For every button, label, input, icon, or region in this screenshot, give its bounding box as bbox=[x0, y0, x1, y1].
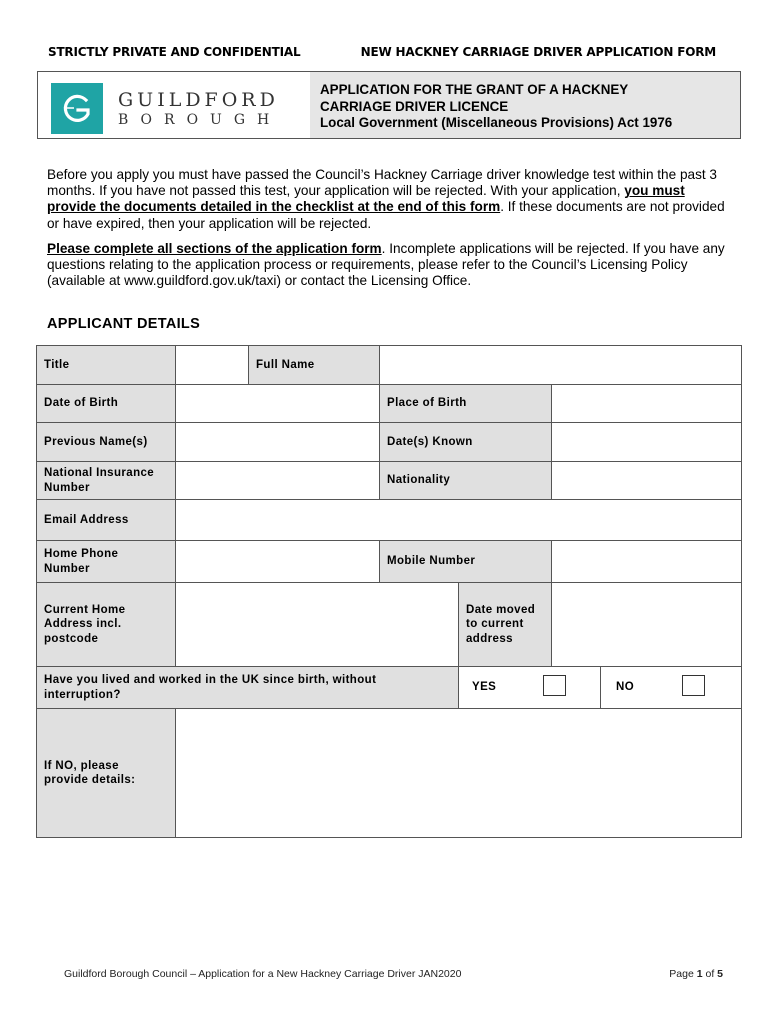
intro-text: . Incomplete applications will be rejected. If you have any questions relating to the application process or requirements, please refer to the Council’s Licensing Policy (available at www.guildford.gov.uk/taxi) or contact the Licensing Office. bbox=[47, 241, 725, 289]
nationality-input[interactable] bbox=[551, 461, 742, 500]
dates-known-label: Date(s) Known bbox=[379, 422, 552, 462]
home-phone-label: Home Phone Number bbox=[36, 540, 176, 583]
title-line-2: CARRIAGE DRIVER LICENCE bbox=[320, 98, 509, 114]
dob-label: Date of Birth bbox=[36, 384, 176, 423]
intro-paragraph-1 bbox=[47, 167, 727, 232]
nationality-label: Nationality bbox=[379, 461, 552, 500]
date-moved-label: Date moved to current address bbox=[458, 582, 552, 667]
guildford-logo-icon bbox=[51, 83, 103, 134]
email-input[interactable] bbox=[175, 499, 742, 541]
if-no-details-input[interactable] bbox=[175, 708, 742, 838]
home-phone-input[interactable] bbox=[175, 540, 380, 583]
address-input[interactable] bbox=[175, 582, 459, 667]
logo bbox=[38, 72, 311, 138]
intro-paragraph-2 bbox=[47, 241, 727, 290]
title-line-1: APPLICATION FOR THE GRANT OF A HACKNEY bbox=[320, 82, 629, 97]
dates-known-input[interactable] bbox=[551, 422, 742, 462]
if-no-label: If NO, please provide details: bbox=[36, 708, 176, 838]
full-name-label: Full Name bbox=[248, 345, 380, 385]
section-title: APPLICANT DETAILS bbox=[47, 316, 201, 332]
form-name-label: NEW HACKNEY CARRIAGE DRIVER APPLICATION FORM bbox=[360, 45, 716, 59]
mobile-input[interactable] bbox=[551, 540, 742, 583]
confidential-label: STRICTLY PRIVATE AND CONFIDENTIAL bbox=[48, 45, 301, 59]
no-checkbox[interactable] bbox=[682, 675, 705, 696]
logo-word-guildford: GUILDFORD bbox=[118, 89, 279, 111]
intro-text: Before you apply you must have passed the Council’s Hackney Carriage driver knowledge test within the past 3 months. If you have not passed this test, your application will be rejected. With your application, bbox=[47, 167, 717, 199]
uk-question-label: Have you lived and worked in the UK since birth, without interruption? bbox=[36, 666, 459, 709]
ni-number-input[interactable] bbox=[175, 461, 380, 500]
footer-text: Guildford Borough Council – Application for a New Hackney Carriage Driver JAN2020 bbox=[64, 968, 462, 980]
previous-names-input[interactable] bbox=[175, 422, 380, 462]
page-number: Page 1 of 5 bbox=[669, 968, 723, 980]
intro-emphasis: you must provide the documents detailed in the checklist at the end of this form bbox=[47, 183, 685, 215]
full-name-input[interactable] bbox=[379, 345, 742, 385]
title-line-3: Local Government (Miscellaneous Provisions) Act 1976 bbox=[320, 115, 673, 130]
logo-word-borough: BOROUGH bbox=[118, 112, 282, 128]
address-label: Current Home Address incl. postcode bbox=[36, 582, 176, 667]
dob-input[interactable] bbox=[175, 384, 380, 423]
mobile-label: Mobile Number bbox=[379, 540, 552, 583]
application-title bbox=[310, 72, 740, 138]
yes-checkbox[interactable] bbox=[543, 675, 566, 696]
date-moved-input[interactable] bbox=[551, 582, 742, 667]
previous-names-label: Previous Name(s) bbox=[36, 422, 176, 462]
no-option: NO bbox=[600, 666, 742, 709]
header-box bbox=[37, 71, 741, 139]
title-label: Title bbox=[36, 345, 176, 385]
yes-option: YES bbox=[458, 666, 601, 709]
intro-text: . If these documents are not provided or have expired, then your application will be rejected. bbox=[47, 199, 725, 231]
email-label: Email Address bbox=[36, 499, 176, 541]
place-of-birth-label: Place of Birth bbox=[379, 384, 552, 423]
ni-number-label: National Insurance Number bbox=[36, 461, 176, 500]
intro-emphasis: Please complete all sections of the application form bbox=[47, 241, 382, 256]
title-input[interactable] bbox=[175, 345, 249, 385]
place-of-birth-input[interactable] bbox=[551, 384, 742, 423]
